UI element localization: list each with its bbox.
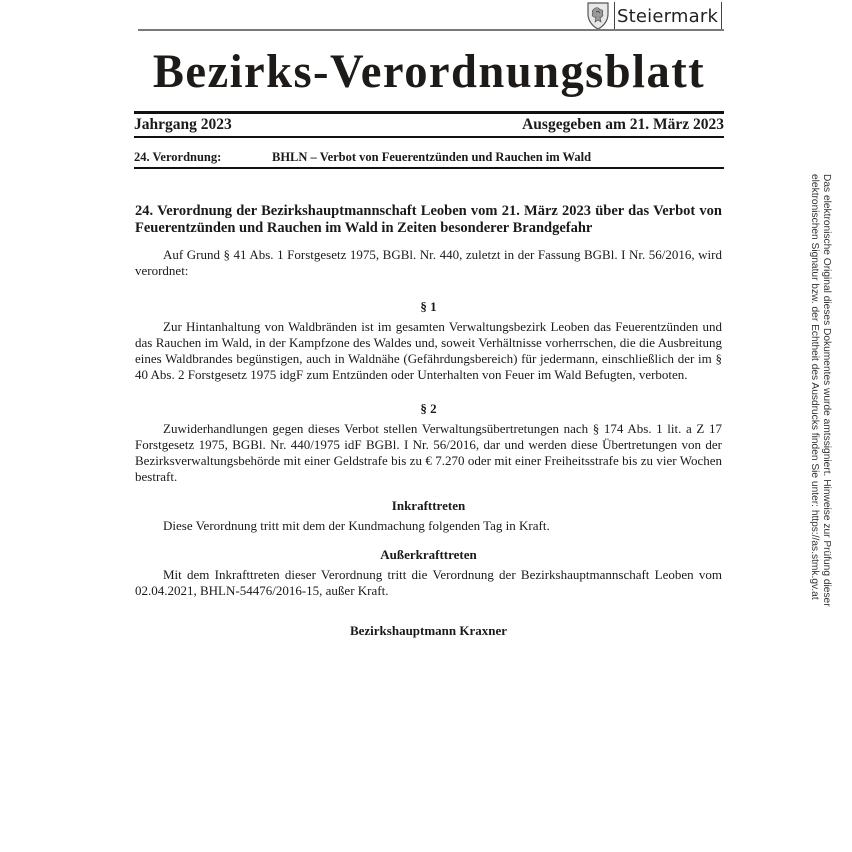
top-divider <box>138 29 724 31</box>
section-1-text: Zur Hintanhaltung von Waldbränden ist im gesamten Verwaltungsbezirk Leoben das Feuerentzünden und das Rauchen im Wald, in der Kampfzone des Waldes und, soweit Verhältnisse vorherrschen, die die Ausbreitung eines Waldbrandes begünstigen, auch in Waldnähe (Gefährdungsbereich) für jedermann, einschließlich der im § 40 Abs. 2 Forstgesetz 1975 idgF zum Entzünden oder Unterhalten von Feuer im Wald Befugten, verboten. <box>135 319 722 382</box>
issue-info-row <box>134 115 724 135</box>
signature: Bezirkshauptmann Kraxner <box>349 623 508 638</box>
section-2-mark: § 2 <box>420 401 437 416</box>
ordinance-summary-row <box>134 148 724 166</box>
ordinance-heading: 24. Verordnung der Bezirkshauptmannschaft Leoben vom 21. März 2023 über das Verbot von Feuerentzünden und Rauchen im Wald in Zeiten besonderer Brandgefahr <box>135 203 722 236</box>
document-body <box>135 203 722 639</box>
steiermark-logo <box>586 0 722 30</box>
masthead-divider <box>134 111 724 114</box>
issue-divider <box>134 136 724 138</box>
repeal-heading: Außerkrafttreten <box>380 547 477 562</box>
ordinance-number: 24. Verordnung: <box>134 149 222 164</box>
coat-of-arms-icon <box>586 2 610 30</box>
section-2-text: Zuwiderhandlungen gegen dieses Verbot stellen Verwaltungsübertretungen nach § 174 Abs. 1 lit. a Z 17 Forstgesetz 1975, BGBl. Nr. 440/1975 idF BGBl. I Nr. 56/2016, dar und werden diese Übertretungen von der Bezirksverwaltungsbehörde mit einer Geldstrafe bis zu € 7.270 oder mit einer Freiheitsstrafe bis zu vier Wochen bestraft. <box>135 421 722 484</box>
volume-label: Jahrgang 2023 <box>134 116 232 133</box>
side-note-line-1: Das elektronische Original dieses Dokumentes wurde amtssigniert. Hinweise zur Prüfung dieser <box>821 174 832 607</box>
preamble: Auf Grund § 41 Abs. 1 Forstgesetz 1975, BGBl. Nr. 440, zuletzt in der Fassung BGBl. I Nr. 56/2016, wird verordnet: <box>135 247 722 278</box>
side-note-line-2: elektronischen Signatur bzw. der Echtheit des Ausdrucks finden Sie unter: https://as.stmk.gv.at <box>809 174 820 600</box>
logo-text: Steiermark <box>617 6 719 27</box>
entry-into-force-heading: Inkrafttreten <box>391 498 466 513</box>
section-1-mark: § 1 <box>420 299 437 314</box>
issued-date-label: Ausgegeben am 21. März 2023 <box>522 116 724 133</box>
logo-textbox <box>614 2 722 30</box>
ordinance-divider <box>134 167 724 169</box>
ordinance-subject: BHLN – Verbot von Feuerentzünden und Rauchen im Wald <box>272 149 592 164</box>
masthead-title: Bezirks-Verordnungsblatt <box>152 45 706 98</box>
signature-verification-note <box>804 174 832 607</box>
entry-into-force-text: Diese Verordnung tritt mit dem der Kundmachung folgenden Tag in Kraft. <box>163 518 550 533</box>
repeal-text: Mit dem Inkrafttreten dieser Verordnung tritt die Verordnung der Bezirkshauptmannschaft Leoben vom 02.04.2021, BHLN-54476/2016-15, außer Kraft. <box>135 567 722 598</box>
